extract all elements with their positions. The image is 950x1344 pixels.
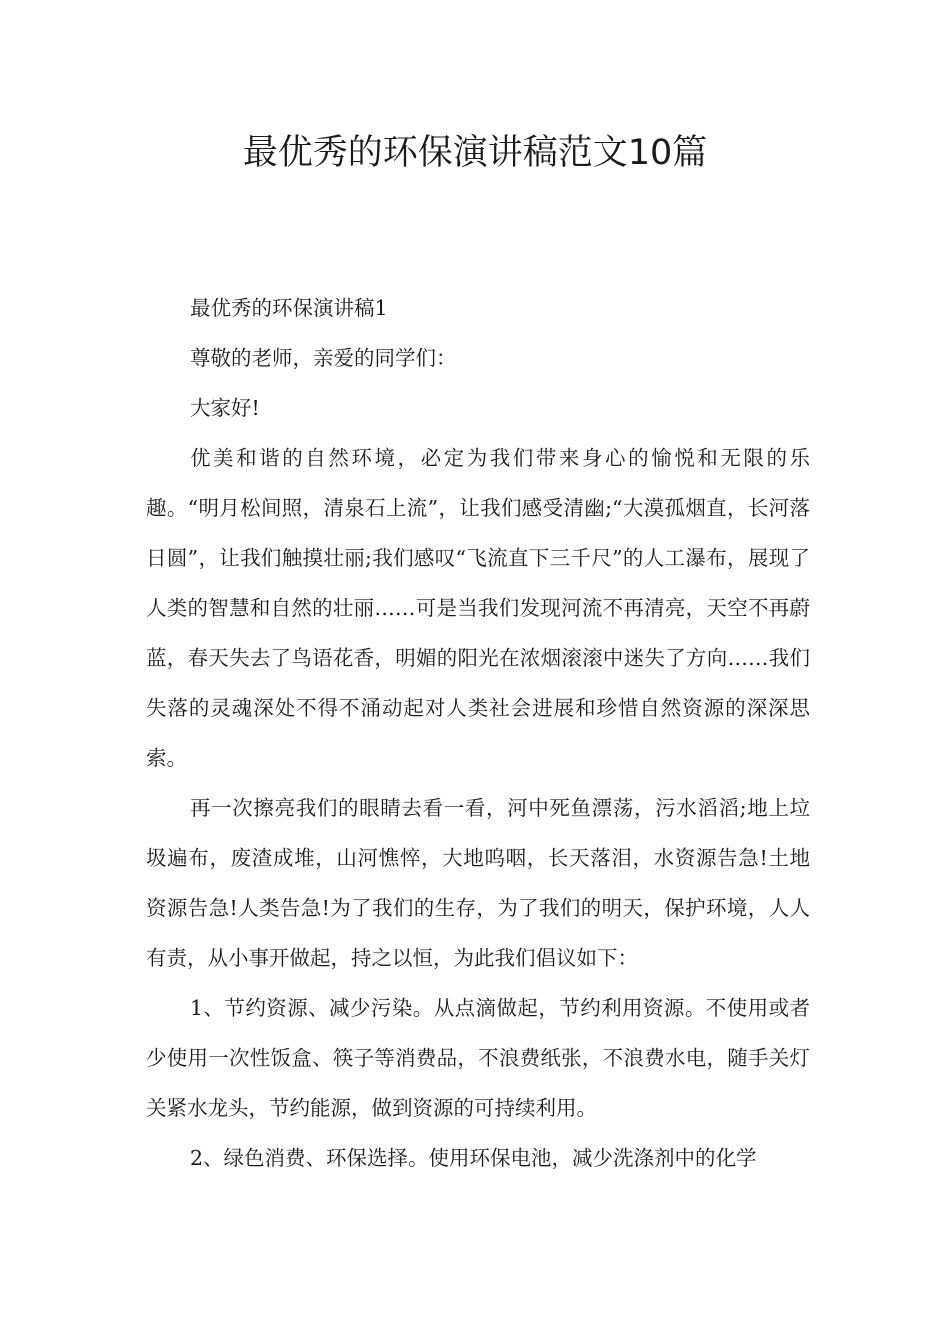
salutation: 尊敬的老师，亲爱的同学们：: [190, 346, 457, 370]
proposal-item: 2、绿色消费、环保选择。使用环保电池，减少洗涤剂中的化学: [190, 1146, 757, 1170]
body-paragraph: 优美和谐的自然环境，必定为我们带来身心的愉悦和无限的乐趣。“明月松间照，清泉石上流”，让我们感受清幽;“大漠孤烟直，长河落日圆”，让我们触摸壮丽;我们感叹“飞流直下三千尺”的人工瀑布，展现了人类的智慧和自然的壮丽……可是当我们发现河流不再清亮，天空不再蔚蓝，春天失去了鸟语花香，明媚的阳光在浓烟滚滚中迷失了方向……我们失落的灵魂深处不得不涌动起对人类社会进展和珍惜自然资源的深深思索。: [146, 446, 810, 770]
body-paragraph: 再一次擦亮我们的眼睛去看一看，河中死鱼漂荡，污水滔滔;地上垃圾遍布，废渣成堆，山河憔悴，大地呜咽，长天落泪，水资源告急!土地资源告急!人类告急!为了我们的生存，为了我们的明天，保护环境，人人有责，从小事开做起，持之以恒，为此我们倡议如下：: [146, 796, 810, 970]
proposal-item: 1、节约资源、减少污染。从点滴做起，节约利用资源。不使用或者少使用一次性饭盒、筷子等消费品，不浪费纸张，不浪费水电，随手关灯关紧水龙头，节约能源，做到资源的可持续利用。: [146, 996, 810, 1120]
document-body: [146, 283, 810, 1183]
section-heading: 最优秀的环保演讲稿1: [190, 296, 388, 320]
greeting: 大家好!: [190, 396, 260, 420]
document-title: 最优秀的环保演讲稿范文10篇: [242, 133, 708, 173]
